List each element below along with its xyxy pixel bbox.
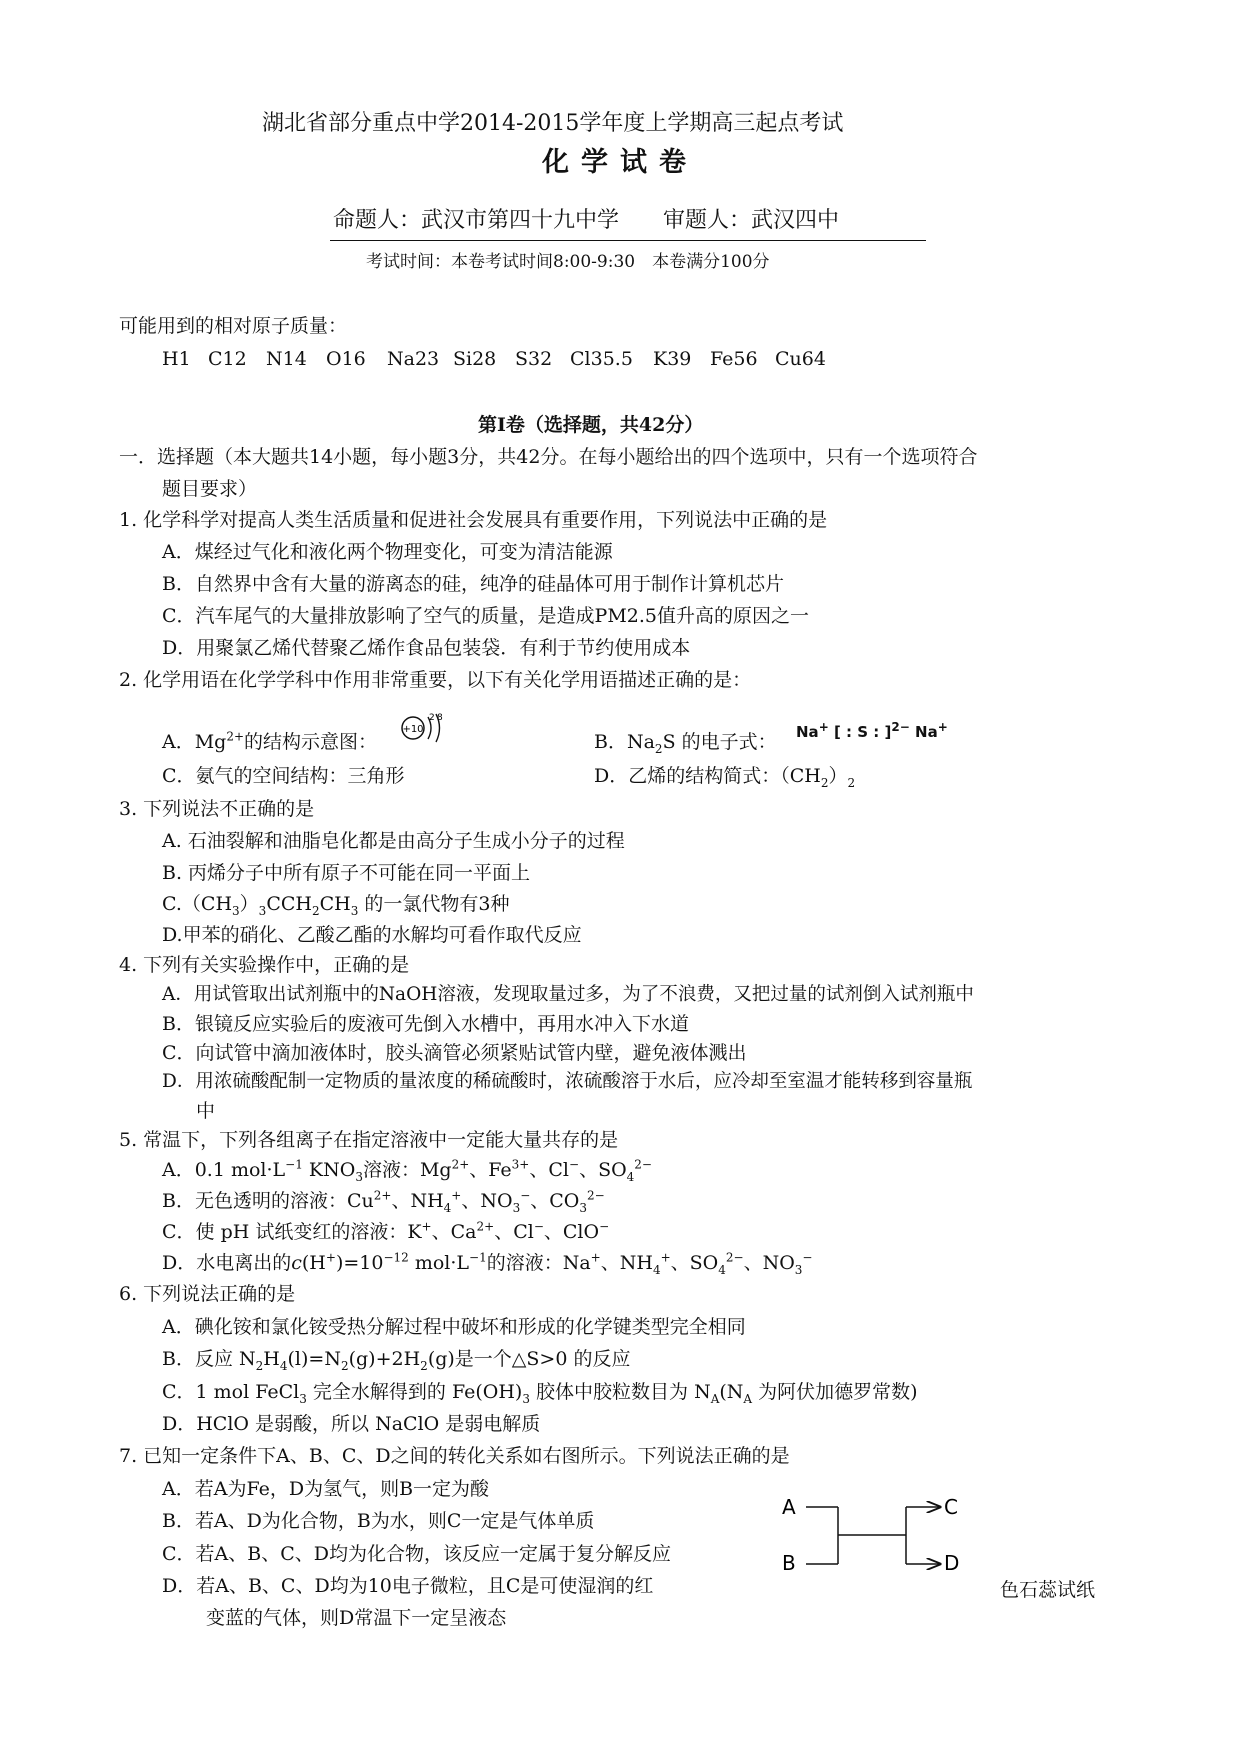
mass-s: S32: [515, 348, 553, 370]
mass-na: Na23: [387, 348, 440, 370]
sulfide-core: [ : S : ]: [833, 723, 892, 741]
q3-option-c: [162, 892, 510, 916]
diagram-label-d: D: [944, 1551, 960, 1575]
q1-stem: 1. 化学科学对提高人类生活质量和促进社会发展具有重要作用，下列说法中正确的是: [119, 509, 828, 531]
q2-option-a: [162, 730, 377, 754]
q3-option-b: B. 丙烯分子中所有原子不可能在同一平面上: [162, 862, 531, 884]
q2-d-sub1: 2: [820, 775, 829, 790]
q3-c-s2: 3: [258, 903, 267, 918]
q1-option-b: B．自然界中含有大量的游离态的硅，纯净的硅晶体可用于制作计算机芯片: [162, 573, 784, 595]
exam-time-note: 考试时间：本卷考试时间8:00-9:30 本卷满分100分: [366, 252, 770, 272]
q3-c-p5: 的一氯代物有3种: [358, 893, 510, 915]
mass-fe: Fe56: [710, 348, 758, 370]
na-right-charge: +: [937, 720, 948, 734]
q2-a-suffix: 的结构示意图：: [244, 731, 378, 753]
q3-c-p1: C.（CH: [162, 893, 233, 915]
q4-option-b: B．银镜反应实验后的废液可先倒入水槽中，再用水冲入下水道: [162, 1013, 689, 1035]
q1-option-c: C．汽车尾气的大量排放影响了空气的质量，是造成PM2.5值升高的原因之一: [162, 605, 809, 627]
mg-shell2-label: 8: [437, 713, 443, 723]
q6-stem: 6. 下列说法正确的是: [119, 1283, 296, 1305]
authors-underline: [330, 240, 926, 241]
q2-option-c: C．氨气的空间结构：三角形: [162, 765, 405, 787]
q2-b-prefix: B．Na: [594, 731, 655, 753]
q3-c-p2: ）: [239, 893, 259, 915]
q7-option-d-line1: D．若A、B、C、D均为10电子微粒，且C是可使湿润的红: [162, 1575, 654, 1597]
section1-instructions-line2: 题目要求）: [162, 478, 258, 500]
q4-option-a: A．用试管取出试剂瓶中的NaOH溶液，发现取量过多，为了不浪费，又把过量的试剂倒入试剂瓶中: [162, 984, 974, 1005]
q2-a-prefix: A．Mg: [162, 731, 227, 753]
q2-a-sup: 2+: [226, 729, 245, 744]
q1-option-a: A．煤经过气化和液化两个物理变化，可变为清洁能源: [162, 541, 613, 563]
q4-option-d-line1: D．用浓硫酸配制一定物质的量浓度的稀硫酸时，浓硫酸溶于水后，应冷却至室温才能转移到容量瓶: [162, 1071, 973, 1092]
q4-stem: 4. 下列有关实验操作中，正确的是: [119, 954, 410, 976]
q3-c-p4: CH: [319, 893, 351, 915]
section1-title: 第Ⅰ卷（选择题，共42分）: [478, 414, 704, 436]
q6-option-b: B．反应 $N_2H_4(l)=N_2(g)+2H_2(g)$是一个△S>0 的反应: [162, 1348, 631, 1373]
q5-option-c: C．使 pH 试纸变红的溶液：K+、$Ca^{2+}$、Cl−、ClO−: [162, 1219, 610, 1243]
q7-option-a: A．若A为Fe，D为氢气，则B一定为酸: [162, 1478, 490, 1500]
diagram-label-c: C: [944, 1495, 958, 1519]
q2-b-sub: 2: [654, 741, 663, 756]
mass-cl: Cl35.5: [570, 348, 633, 370]
q2-stem: 2. 化学用语在化学学科中作用非常重要，以下有关化学用语描述正确的是：: [119, 669, 752, 691]
q5-option-d: D．水电离出的$c(H^+)=10^{-12}$ $mol\cdot L^{-1}$的溶液：Na+、$NH_4^+$、$SO_4^{2-}$、$NO_3^-$: [162, 1250, 813, 1277]
atomic-mass-label: 可能用到的相对原子质量：: [119, 315, 348, 337]
q6-option-c: C．1 mol FeCl$_3$ 完全水解得到的 $Fe(OH)_3$ 胶体中胶粒数目为 $N_A(N_A$ 为阿伏加德罗常数): [162, 1381, 918, 1406]
q6-option-a: A．碘化铵和氯化铵受热分解过程中破坏和形成的化学键类型完全相同: [162, 1316, 746, 1338]
mass-o: O16: [326, 348, 366, 370]
mg-ion-structure-diagram: [398, 708, 458, 748]
q3-option-a: A. 石油裂解和油脂皂化都是由高分子生成小分子的过程: [162, 830, 625, 852]
q7-stem: 7. 已知一定条件下A、B、C、D之间的转化关系如右图所示。下列说法正确的是: [119, 1445, 790, 1467]
mass-k: K39: [653, 348, 692, 370]
mass-h: H1: [162, 348, 191, 370]
q7-option-d-line2: 变蓝的气体，则D常温下一定呈液态: [206, 1607, 507, 1629]
q2-d-prefix: D．乙烯的结构简式：（CH: [594, 765, 821, 787]
q3-c-s3: 2: [311, 903, 320, 918]
reaction-diagram: [780, 1492, 980, 1602]
q1-option-d: D．用聚氯乙烯代替聚乙烯作食品包装袋．有利于节约使用成本: [162, 637, 691, 659]
q3-stem: 3. 下列说法不正确的是: [119, 798, 315, 820]
mass-cu: Cu64: [775, 348, 826, 370]
q7-margin-note: 色石蕊试纸: [1000, 1579, 1096, 1601]
q5-option-b: B．无色透明的溶液：$Cu^{2+}$、$NH_4^+$、$NO_3^-$、$CO_3^{2-}$: [162, 1188, 605, 1215]
exam-title: 湖北省部分重点中学2014-2015学年度上学期高三起点考试: [262, 111, 844, 136]
na-left-charge: +: [818, 720, 829, 734]
diagram-label-a: A: [782, 1495, 796, 1519]
mg-shell1-label: 2: [429, 713, 435, 723]
authors-line: 命题人：武汉市第四十九中学 审题人：武汉四中: [333, 208, 840, 233]
mass-n: N14: [266, 348, 307, 370]
na-left-symbol: Na: [796, 723, 819, 741]
q4-option-d-line2: 中: [196, 1100, 216, 1122]
q3-c-s4: 3: [350, 903, 359, 918]
q7-option-b: B．若A、D为化合物，B为水，则C一定是气体单质: [162, 1510, 595, 1532]
sulfide-charge: 2−: [891, 720, 910, 734]
q2-option-d: [594, 764, 855, 788]
na-right-symbol: Na: [915, 723, 938, 741]
subject-title: 化学试卷: [542, 147, 698, 178]
q3-c-p3: CCH: [266, 893, 312, 915]
q6-option-d: D．HClO 是弱酸，所以 NaClO 是弱电解质: [162, 1413, 541, 1435]
q5-option-a: A．0.1 $mol\cdot L^{-1}$ $KNO_3$溶液：$Mg^{2+}$、$Fe^{3+}$、Cl−、$SO_4^{2-}$: [162, 1157, 652, 1184]
section1-instructions-line1: 一．选择题（本大题共14小题，每小题3分，共42分。在每小题给出的四个选项中，只有一个选项符合: [119, 446, 978, 468]
q2-d-close: ）: [828, 765, 848, 787]
q2-b-suffix: S 的电子式：: [662, 731, 777, 753]
mass-c: C12: [208, 348, 247, 370]
diagram-label-b: B: [782, 1551, 796, 1575]
q3-option-d: D.甲苯的硝化、乙酸乙酯的水解均可看作取代反应: [162, 924, 582, 946]
q5-stem: 5. 常温下，下列各组离子在指定溶液中一定能大量共存的是: [119, 1129, 619, 1151]
q2-d-sub2: 2: [847, 775, 856, 790]
mass-si: Si28: [453, 348, 497, 370]
q3-c-s1: 3: [232, 903, 240, 918]
mg-nucleus-label: +10: [402, 724, 424, 735]
q7-option-c: C．若A、B、C、D均为化合物，该反应一定属于复分解反应: [162, 1543, 671, 1565]
na2s-electron-formula: [796, 720, 948, 744]
q4-option-c: C．向试管中滴加液体时，胶头滴管必须紧贴试管内壁，避免液体溅出: [162, 1042, 747, 1064]
q2-option-b: [594, 730, 777, 754]
